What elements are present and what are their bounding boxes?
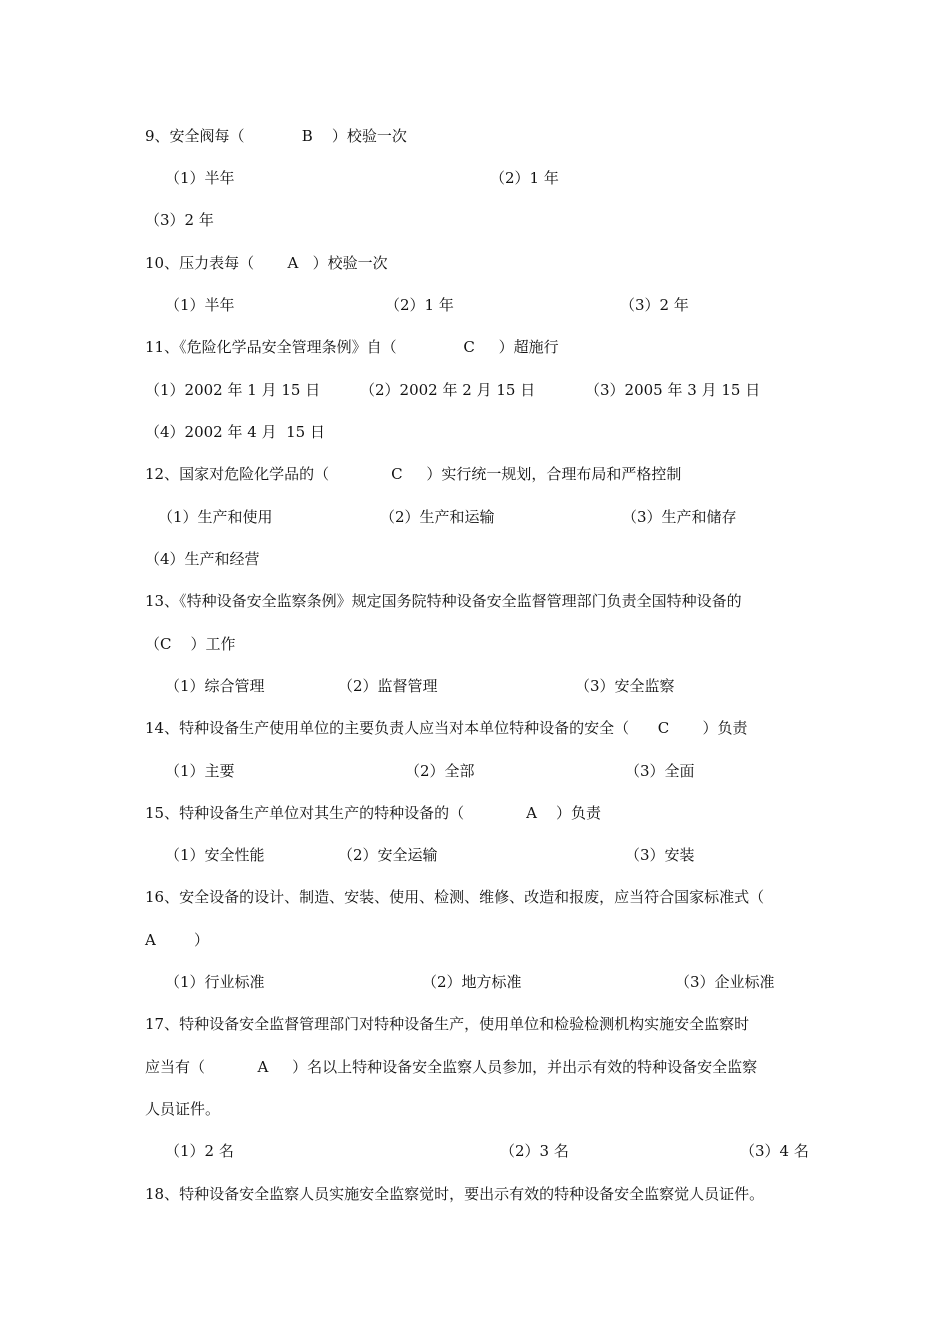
question-10-option-3: （3）2 年 [620, 296, 689, 314]
question-10-stem: 10、压力表每（ A ）校验一次 [145, 254, 388, 272]
question-9-option-1: （1）半年 [165, 169, 235, 187]
question-14-option-1: （1）主要 [165, 762, 235, 780]
question-15-option-1: （1）安全性能 [165, 846, 265, 864]
question-11-option-4: （4）2002 年 4 月 15 日 [145, 423, 325, 441]
question-12-option-1: （1）生产和使用 [158, 508, 273, 526]
question-12-option-2: （2）生产和运输 [380, 508, 495, 526]
question-12-option-4: （4）生产和经营 [145, 550, 260, 568]
question-17-stem-line-3: 人员证件。 [145, 1100, 221, 1118]
question-9-option-3: （3）2 年 [145, 211, 214, 229]
question-10-option-1: （1）半年 [165, 296, 235, 314]
question-16-stem-line-1: 16、安全设备的设计、制造、安装、使用、检测、维修、改造和报废，应当符合国家标准式（ [145, 888, 765, 906]
question-16-option-3: （3）企业标准 [675, 973, 775, 991]
question-17-option-2: （2）3 名 [500, 1142, 569, 1160]
question-11-option-2: （2）2002 年 2 月 15 日 [360, 381, 536, 399]
question-16-option-1: （1）行业标准 [165, 973, 265, 991]
question-9-stem: 9、安全阀每（ B ）校验一次 [145, 127, 407, 145]
question-13-stem-line-1: 13、《特种设备安全监察条例》规定国务院特种设备安全监督管理部门负责全国特种设备的 [145, 592, 742, 610]
question-11-option-1: （1）2002 年 1 月 15 日 [145, 381, 321, 399]
question-12-stem: 12、国家对危险化学品的（ C ）实行统一规划，合理布局和严格控制 [145, 465, 682, 483]
question-10-option-2: （2）1 年 [385, 296, 454, 314]
question-14-option-2: （2）全部 [405, 762, 475, 780]
question-15-option-2: （2）安全运输 [338, 846, 438, 864]
question-9-option-2: （2）1 年 [490, 169, 559, 187]
question-17-option-1: （1）2 名 [165, 1142, 234, 1160]
question-13-option-2: （2）监督管理 [338, 677, 438, 695]
question-13-option-3: （3）安全监察 [575, 677, 675, 695]
question-15-stem: 15、特种设备生产单位对其生产的特种设备的（ A ）负责 [145, 804, 601, 822]
question-18-stem: 18、特种设备安全监察人员实施安全监察觉时，要出示有效的特种设备安全监察觉人员证件。 [145, 1185, 765, 1203]
question-12-option-3: （3）生产和储存 [622, 508, 737, 526]
question-15-option-3: （3）安装 [625, 846, 695, 864]
question-14-stem: 14、特种设备生产使用单位的主要负责人应当对本单位特种设备的安全（ C ）负责 [145, 719, 748, 737]
question-17-option-3: （3）4 名 [740, 1142, 809, 1160]
question-11-option-3: （3）2005 年 3 月 15 日 [585, 381, 761, 399]
question-16-stem-line-2: A ） [145, 931, 209, 949]
question-16-option-2: （2）地方标准 [422, 973, 522, 991]
question-13-stem-line-2: （C ）工作 [145, 635, 236, 653]
question-17-stem-line-2: 应当有（ A ）名以上特种设备安全监察人员参加，并出示有效的特种设备安全监察 [145, 1058, 758, 1076]
question-13-option-1: （1）综合管理 [165, 677, 265, 695]
question-14-option-3: （3）全面 [625, 762, 695, 780]
question-11-stem: 11、《危险化学品安全管理条例》自（ C ）超施行 [145, 338, 559, 356]
question-17-stem-line-1: 17、特种设备安全监督管理部门对特种设备生产，使用单位和检验检测机构实施安全监察时 [145, 1015, 750, 1033]
